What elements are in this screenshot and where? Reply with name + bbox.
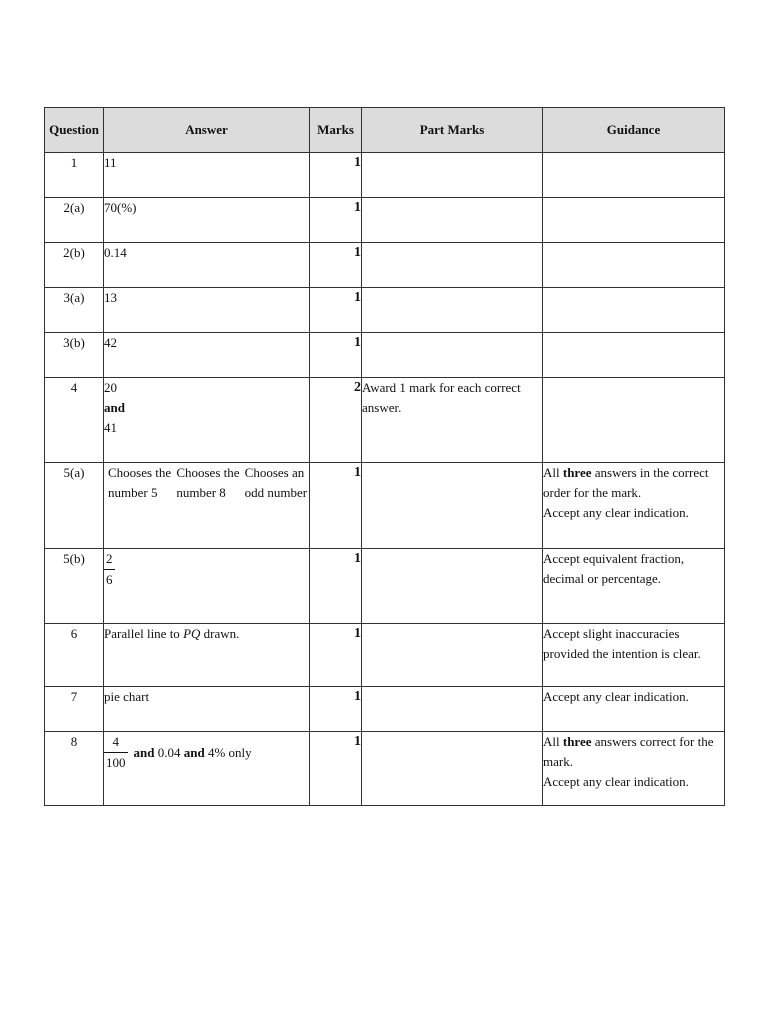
guidance-text: Accept any clear indication. xyxy=(543,505,689,520)
header-marks: Marks xyxy=(310,108,362,153)
table-row xyxy=(45,333,725,378)
question-cell: 5(a) xyxy=(45,463,104,549)
question-cell: 6 xyxy=(45,624,104,687)
guidance-cell xyxy=(543,198,725,243)
part-marks-cell xyxy=(362,549,543,624)
question-cell: 1 xyxy=(45,153,104,198)
answer-connector: and xyxy=(104,400,125,415)
guidance-cell: Accept slight inaccuracies provided the intention is clear. xyxy=(543,624,725,687)
answer-cell: pie chart xyxy=(104,687,310,732)
answer-cell: Parallel line to PQ drawn. xyxy=(104,624,310,687)
question-cell: 5(b) xyxy=(45,549,104,624)
marks-cell: 2 xyxy=(310,378,362,463)
marks-cell: 1 xyxy=(310,549,362,624)
header-part-marks: Part Marks xyxy=(362,108,543,153)
guidance-cell xyxy=(543,288,725,333)
guidance-cell xyxy=(543,243,725,288)
guidance-text: Accept any clear indication. xyxy=(543,774,689,789)
question-cell: 3(b) xyxy=(45,333,104,378)
header-question: Question xyxy=(45,108,104,153)
marks-cell: 1 xyxy=(310,732,362,806)
part-marks-cell xyxy=(362,732,543,806)
table-row xyxy=(45,732,725,806)
marks-cell: 1 xyxy=(310,333,362,378)
part-marks-cell: Award 1 mark for each correct answer. xyxy=(362,378,543,463)
answer-cell: 11 xyxy=(104,153,310,198)
table-row xyxy=(45,288,725,333)
guidance-cell xyxy=(543,732,725,806)
table-row xyxy=(45,687,725,732)
answer-cell: 13 xyxy=(104,288,310,333)
part-marks-cell xyxy=(362,687,543,732)
part-marks-cell xyxy=(362,463,543,549)
table-row xyxy=(45,463,725,549)
mark-scheme-table xyxy=(44,107,725,806)
answer-text: and 0.04 and 4% only xyxy=(133,744,252,760)
table-row xyxy=(45,378,725,463)
answer-cell xyxy=(104,378,310,463)
guidance-cell: Accept any clear indication. xyxy=(543,687,725,732)
question-cell: 8 xyxy=(45,732,104,806)
header-row xyxy=(45,108,725,153)
answer-value: 20 xyxy=(104,380,117,395)
guidance-cell xyxy=(543,153,725,198)
fraction: $\frac{4}{100}$ xyxy=(106,734,126,770)
marks-cell: 1 xyxy=(310,288,362,333)
fraction: $\frac{2}{6}$ xyxy=(106,551,113,587)
guidance-cell xyxy=(543,463,725,549)
answer-cell: 70(%) xyxy=(104,198,310,243)
table-row xyxy=(45,243,725,288)
guidance-text: All three answers correct for the mark. xyxy=(543,734,714,769)
part-marks-cell xyxy=(362,198,543,243)
table-row xyxy=(45,549,725,624)
answer-options xyxy=(104,463,309,503)
answer-cell xyxy=(104,549,310,624)
marks-cell: 1 xyxy=(310,198,362,243)
guidance-text: All three answers in the correct order for the mark. xyxy=(543,465,709,500)
part-marks-cell xyxy=(362,624,543,687)
table-row xyxy=(45,624,725,687)
question-cell: 3(a) xyxy=(45,288,104,333)
guidance-cell xyxy=(543,378,725,463)
answer-cell: 42 xyxy=(104,333,310,378)
answer-cell: 0.14 xyxy=(104,243,310,288)
part-marks-cell xyxy=(362,288,543,333)
marks-cell: 1 xyxy=(310,624,362,687)
answer-option: Chooses the number 5 xyxy=(108,465,172,500)
question-cell: 2(a) xyxy=(45,198,104,243)
question-cell: 2(b) xyxy=(45,243,104,288)
part-marks-cell xyxy=(362,153,543,198)
answer-value: 41 xyxy=(104,420,117,435)
marks-cell: 1 xyxy=(310,687,362,732)
answer-option: Chooses the number 8 xyxy=(176,465,240,500)
guidance-cell xyxy=(543,333,725,378)
header-answer: Answer xyxy=(104,108,310,153)
answer-option: Chooses an odd number xyxy=(244,465,308,500)
table-row xyxy=(45,198,725,243)
table-row xyxy=(45,153,725,198)
part-marks-cell xyxy=(362,333,543,378)
guidance-cell: Accept equivalent fraction, decimal or percentage. xyxy=(543,549,725,624)
answer-cell xyxy=(104,463,310,549)
question-cell: 7 xyxy=(45,687,104,732)
marks-cell: 1 xyxy=(310,243,362,288)
marks-cell: 1 xyxy=(310,153,362,198)
answer-cell xyxy=(104,732,310,806)
header-guidance: Guidance xyxy=(543,108,725,153)
part-marks-cell xyxy=(362,243,543,288)
question-cell: 4 xyxy=(45,378,104,463)
marks-cell: 1 xyxy=(310,463,362,549)
